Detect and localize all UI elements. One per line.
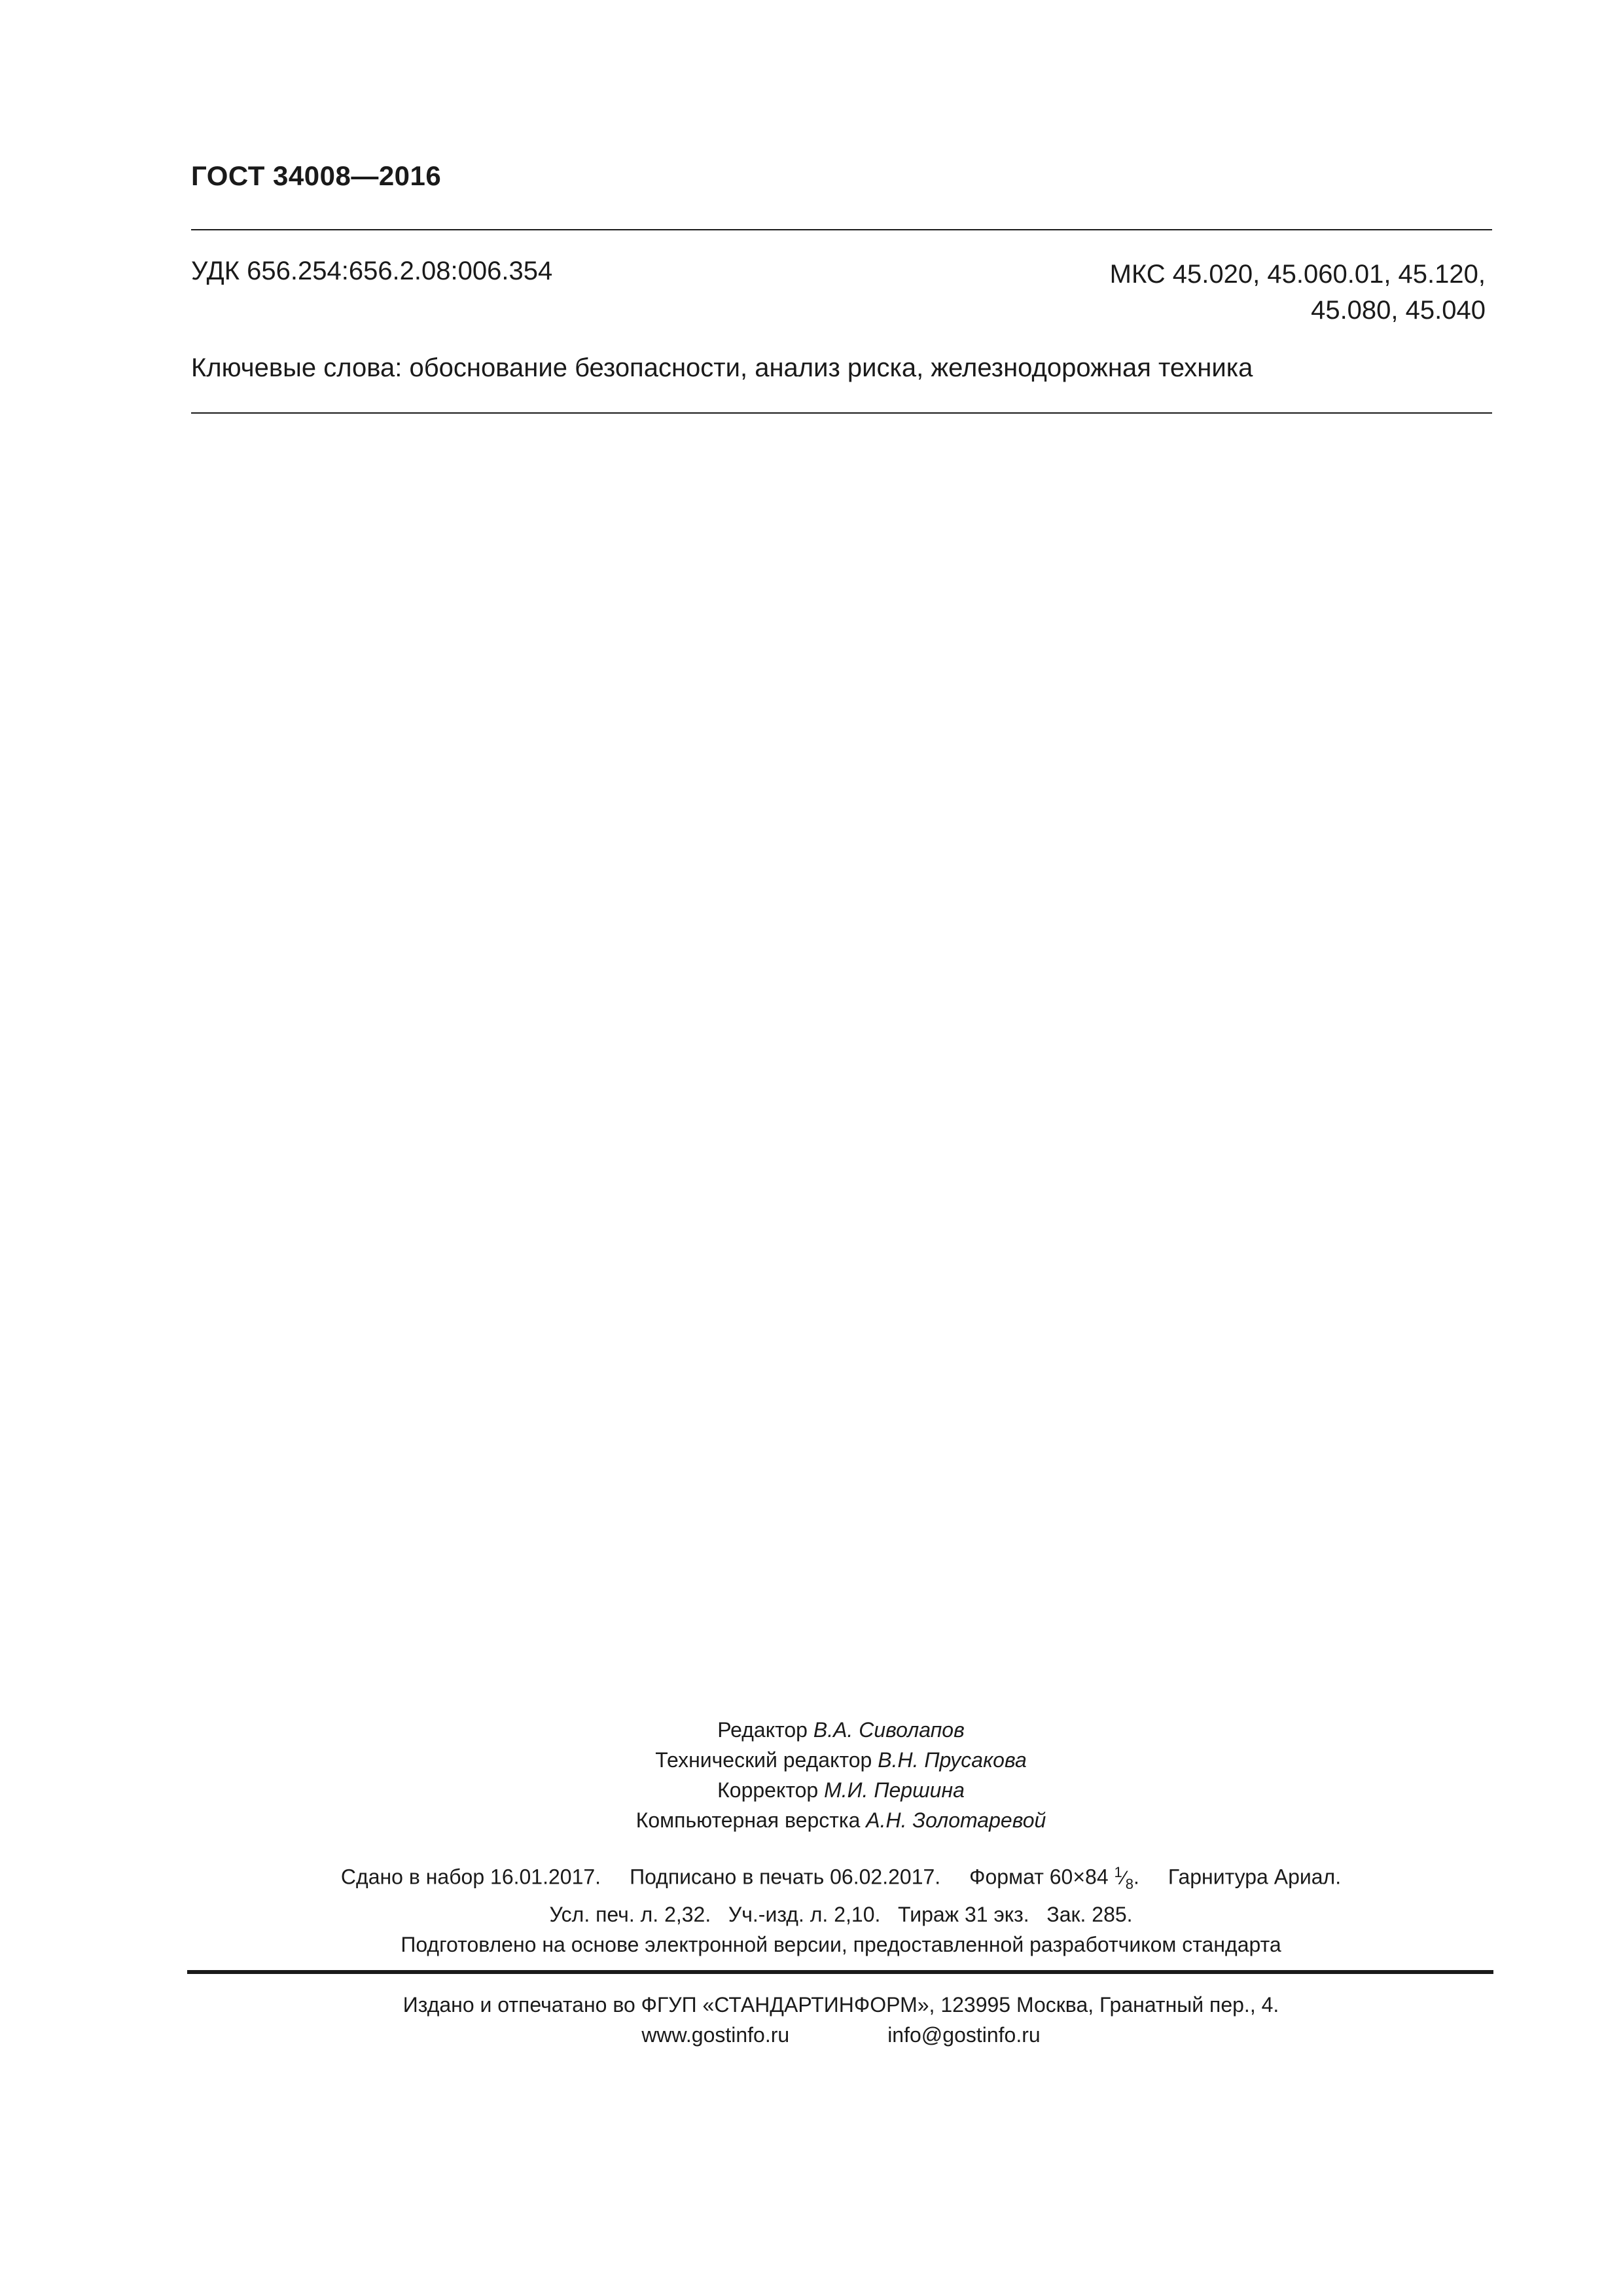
typeset-date: Сдано в набор 16.01.2017. <box>340 1865 601 1889</box>
staff-name: В.Н. Прусакова <box>878 1748 1027 1772</box>
staff-role: Редактор <box>717 1718 808 1742</box>
staff-name: В.А. Сиволапов <box>813 1718 965 1742</box>
publisher-email: info@gostinfo.ru <box>887 2023 1041 2047</box>
header-divider <box>191 229 1492 230</box>
keywords-divider <box>191 412 1492 414</box>
prepared-note: Подготовлено на основе электронной версии, предоставленной разработчиком стандарта <box>401 1933 1281 1956</box>
print-sheets: Усл. печ. л. 2,32. <box>549 1903 711 1926</box>
order-number: Зак. 285. <box>1046 1903 1133 1926</box>
staff-role: Компьютерная верстка <box>635 1808 861 1832</box>
publisher-info <box>0 1990 1623 2050</box>
print-info <box>0 1857 1623 1960</box>
format-fraction: $^1⁄_8$ <box>1114 1864 1134 1892</box>
standard-id: ГОСТ 34008—2016 <box>191 160 442 191</box>
staff-role: Технический редактор <box>655 1748 872 1772</box>
udk-code: УДК 656.254:656.2.08:006.354 <box>191 257 553 285</box>
keywords: Ключевые слова: обоснование безопасности, анализ риска, железнодорожная техника <box>191 353 1253 382</box>
publication-sheets: Уч.-изд. л. 2,10. <box>728 1903 881 1926</box>
paper-format: Формат 60×84 <box>969 1865 1109 1889</box>
print-run: Тираж 31 экз. <box>898 1903 1029 1926</box>
print-info-line-1: Сдано в набор 16.01.2017. Подписано в печать 06.02.2017. Формат 60×84 $^1⁄_8$. Гарнитура Ариал. <box>0 1857 1623 1899</box>
publisher-website: www.gostinfo.ru <box>641 2023 790 2047</box>
signed-date: Подписано в печать 06.02.2017. <box>630 1865 941 1889</box>
staff-layout <box>0 1805 1623 1835</box>
footer-divider <box>187 1970 1493 1974</box>
print-info-line-2 <box>0 1899 1623 1929</box>
staff-role: Корректор <box>717 1778 819 1802</box>
mks-codes <box>1110 257 1486 329</box>
publisher-line: Издано и отпечатано во ФГУП «СТАНДАРТИНФОРМ», 123995 Москва, Гранатный пер., 4. <box>402 1993 1279 2017</box>
staff-credits <box>0 1715 1623 1835</box>
staff-tech-editor <box>0 1745 1623 1775</box>
publisher-contacts <box>0 2020 1623 2050</box>
typeface: Гарнитура Ариал. <box>1168 1865 1342 1889</box>
staff-proofreader <box>0 1775 1623 1805</box>
mks-line-1: МКС 45.020, 45.060.01, 45.120, <box>1109 260 1486 289</box>
mks-line-2: 45.080, 45.040 <box>1311 296 1486 325</box>
staff-editor <box>0 1715 1623 1745</box>
staff-name: А.Н. Золотаревой <box>866 1808 1046 1832</box>
staff-name: М.И. Першина <box>824 1778 965 1802</box>
